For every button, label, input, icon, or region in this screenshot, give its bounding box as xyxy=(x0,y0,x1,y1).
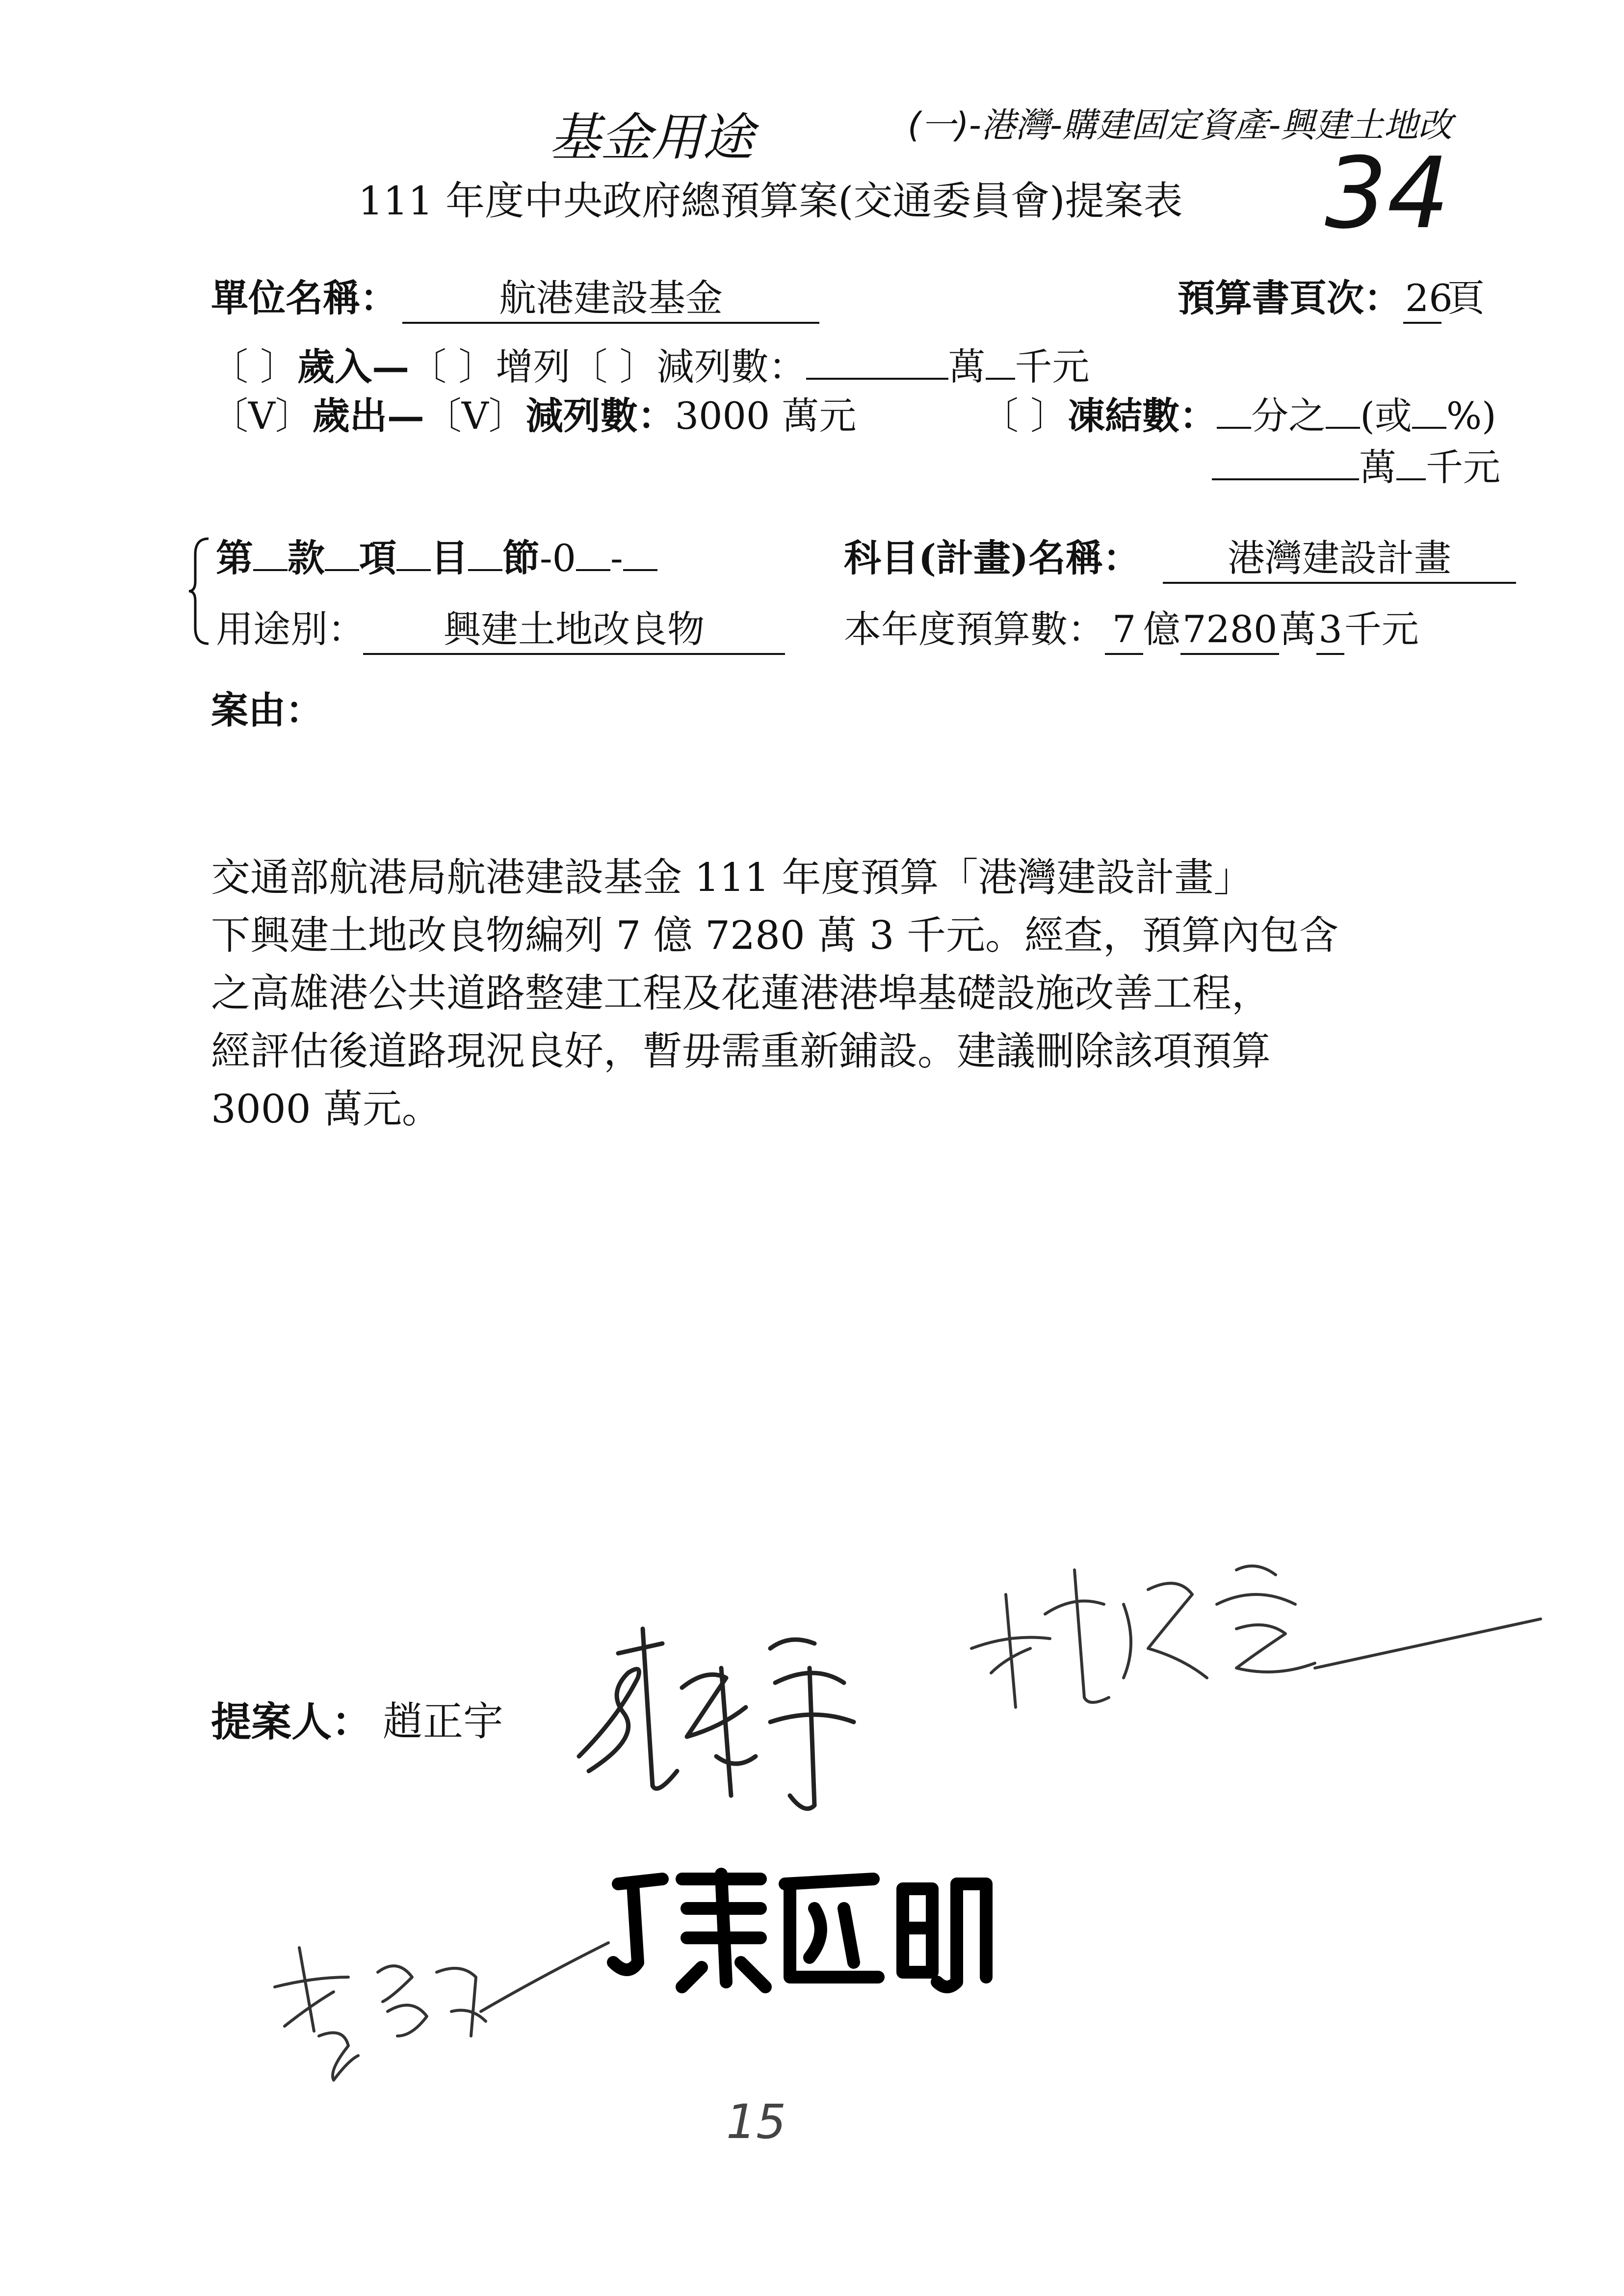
revenue-qian-blank xyxy=(986,348,1015,380)
reason-line: 經評估後道路現況良好，暫毋需重新鋪設。建議刪除該項預算 xyxy=(211,1028,1271,1074)
subject-value: 港灣建設計畫 xyxy=(1163,535,1516,584)
freeze-wan-unit: 萬 xyxy=(1359,445,1396,489)
mu-blank xyxy=(396,540,431,571)
unit-name-value: 航港建設基金 xyxy=(402,275,819,324)
freeze-percent: %) xyxy=(1446,394,1496,438)
signature-cosigner-1 xyxy=(962,1521,1550,1717)
section-dash: - xyxy=(610,536,623,580)
section-jie: 節 xyxy=(502,536,540,580)
handwritten-note: (一)-港灣-購建固定資產-興建土地改 xyxy=(908,105,1453,145)
reason-line: 下興建土地改良物編列 7 億 7280 萬 3 千元。經查，預算內包含 xyxy=(211,913,1338,958)
section-di: 第 xyxy=(216,536,253,580)
freeze-wan-blank xyxy=(1212,449,1359,480)
reason-line: 交通部航港局航港建設基金 111 年度預算「港灣建設計畫」 xyxy=(211,855,1253,900)
proposer-name: 趙正宇 xyxy=(383,1698,504,1745)
freeze-checkbox: 〔 〕 xyxy=(981,394,1068,438)
annual-budget-wan-unit: 萬 xyxy=(1279,607,1317,651)
revenue-qian-unit: 千元 xyxy=(1015,345,1090,389)
page-number-handwritten: 15 xyxy=(726,2094,786,2149)
freeze-numerator-blank xyxy=(1217,397,1251,429)
page-sequence-handwritten: 34 xyxy=(1325,136,1450,251)
section-line xyxy=(216,535,657,582)
expense-label: 歲出— xyxy=(312,394,424,438)
budget-page-value: 26 xyxy=(1403,275,1441,324)
reason-label: 案由： xyxy=(211,688,323,732)
unit-name-label: 單位名稱： xyxy=(211,276,397,320)
budget-page-suffix: 頁 xyxy=(1447,276,1485,320)
decrease-checkbox: 〔 〕 xyxy=(570,345,657,389)
revenue-line xyxy=(211,343,1090,391)
section-xiang: 項 xyxy=(359,536,396,580)
revenue-label: 歲入— xyxy=(297,345,410,389)
revenue-wan-unit: 萬 xyxy=(948,345,986,389)
section-kuan: 款 xyxy=(288,536,325,580)
section-jie-value: -0 xyxy=(540,536,576,580)
xiang-blank xyxy=(325,540,359,571)
signature-proposer xyxy=(559,1609,873,1815)
freeze-or-text: (或 xyxy=(1360,394,1412,438)
section-mu: 目 xyxy=(431,536,468,580)
kuan-blank xyxy=(253,540,288,571)
jie-value-blank xyxy=(576,540,610,571)
annual-budget-line xyxy=(844,606,1419,655)
expense-decrease-value: 3000 萬元 xyxy=(675,394,857,438)
proposer-label: 提案人： xyxy=(211,1698,372,1746)
signature-cosigner-2 xyxy=(599,1854,1001,2002)
freeze-qian-unit: 千元 xyxy=(1426,445,1500,489)
expense-decrease-checkbox: 〔V〕 xyxy=(424,394,526,438)
form-title: 111 年度中央政府總預算案(交通委員會)提案表 xyxy=(358,178,1183,224)
jie-blank xyxy=(468,540,502,571)
annual-budget-yi: 7 xyxy=(1105,606,1143,655)
increase-checkbox: 〔 〕 xyxy=(409,345,496,389)
annual-budget-wan: 7280 xyxy=(1180,606,1279,655)
annual-budget-label: 本年度預算數： xyxy=(844,607,1105,651)
budget-page-label: 預算書頁次： xyxy=(1178,276,1401,320)
freeze-line xyxy=(981,392,1496,440)
usage-label: 用途別： xyxy=(216,607,365,651)
usage-value: 興建土地改良物 xyxy=(363,606,785,655)
freeze-amount-line xyxy=(1212,444,1500,491)
decrease-label: 減列數： xyxy=(656,345,806,389)
revenue-amount-blank xyxy=(806,348,948,380)
section-bracket xyxy=(186,535,216,648)
expense-checkbox: 〔V〕 xyxy=(211,394,313,438)
expense-decrease-label: 減列數： xyxy=(525,394,675,438)
fund-purpose-handwritten: 基金用途 xyxy=(550,107,754,167)
freeze-denominator-blank xyxy=(1326,397,1360,429)
annual-budget-qian: 3 xyxy=(1316,606,1344,655)
reason-line: 3000 萬元。 xyxy=(211,1086,442,1132)
revenue-checkbox: 〔 〕 xyxy=(211,345,298,389)
last-blank xyxy=(623,540,657,571)
freeze-label: 凍結數： xyxy=(1068,394,1217,438)
increase-label: 增列 xyxy=(496,345,571,389)
subject-label: 科目(計畫)名稱： xyxy=(844,536,1140,580)
freeze-qian-blank xyxy=(1396,449,1426,480)
signature-cosigner-3 xyxy=(265,1913,618,2090)
freeze-fraction-text: 分之 xyxy=(1251,394,1326,438)
expense-line xyxy=(211,392,856,440)
freeze-percent-blank xyxy=(1412,397,1446,429)
reason-line: 之高雄港公共道路整建工程及花蓮港港埠基礎設施改善工程， xyxy=(211,970,1271,1016)
reason-paragraph xyxy=(211,849,1447,1138)
annual-budget-yi-unit: 億 xyxy=(1143,607,1180,651)
annual-budget-qian-unit: 千元 xyxy=(1344,607,1419,651)
